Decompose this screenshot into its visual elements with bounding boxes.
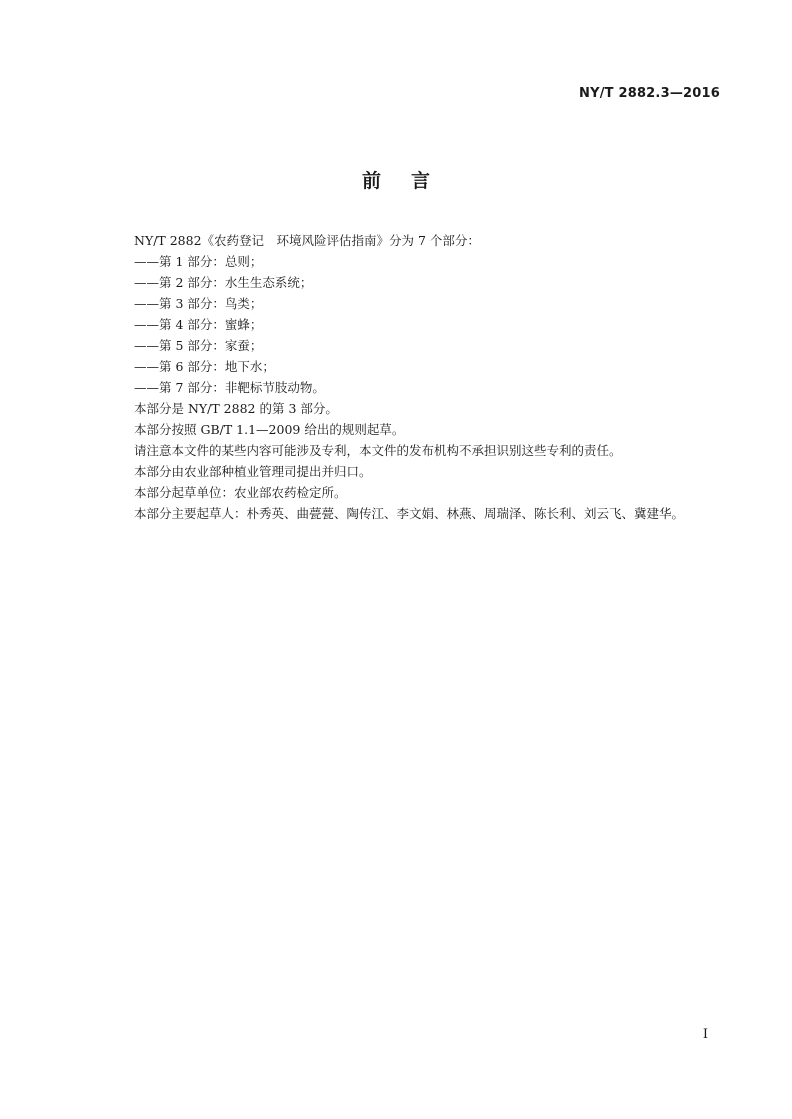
part-statement-line: 本部分是 NY/T 2882 的第 3 部分。 <box>134 401 338 416</box>
part-6-line: ——第 6 部分：地下水； <box>134 359 275 374</box>
drafters-line: 本部分主要起草人：朴秀英、曲甍甍、陶传江、李文娟、林燕、周瑞泽、陈长利、刘云飞、冀建华。 <box>134 506 685 521</box>
proposer-line: 本部分由农业部种植业管理司提出并归口。 <box>134 464 372 479</box>
drafting-rules-line: 本部分按照 GB/T 1.1—2009 给出的规则起草。 <box>134 422 405 437</box>
drafting-unit-line: 本部分起草单位：农业部农药检定所。 <box>134 485 347 500</box>
part-7-line: ——第 7 部分：非靶标节肢动物。 <box>134 380 325 395</box>
intro-line: NY/T 2882《农药登记 环境风险评估指南》分为 7 个部分： <box>134 233 480 248</box>
foreword-body <box>134 230 724 524</box>
part-5-line: ——第 5 部分：家蚕； <box>134 338 263 353</box>
part-3-line: ——第 3 部分：鸟类； <box>134 296 263 311</box>
document-code: NY/T 2882.3—2016 <box>579 86 720 101</box>
page-title: 前言 <box>361 170 460 192</box>
page-number: I <box>702 1027 708 1042</box>
part-1-line: ——第 1 部分：总则； <box>134 254 263 269</box>
patent-notice-line: 请注意本文件的某些内容可能涉及专利，本文件的发布机构不承担识别这些专利的责任。 <box>134 443 622 458</box>
part-4-line: ——第 4 部分：蜜蜂； <box>134 317 263 332</box>
part-2-line: ——第 2 部分：水生生态系统； <box>134 275 313 290</box>
